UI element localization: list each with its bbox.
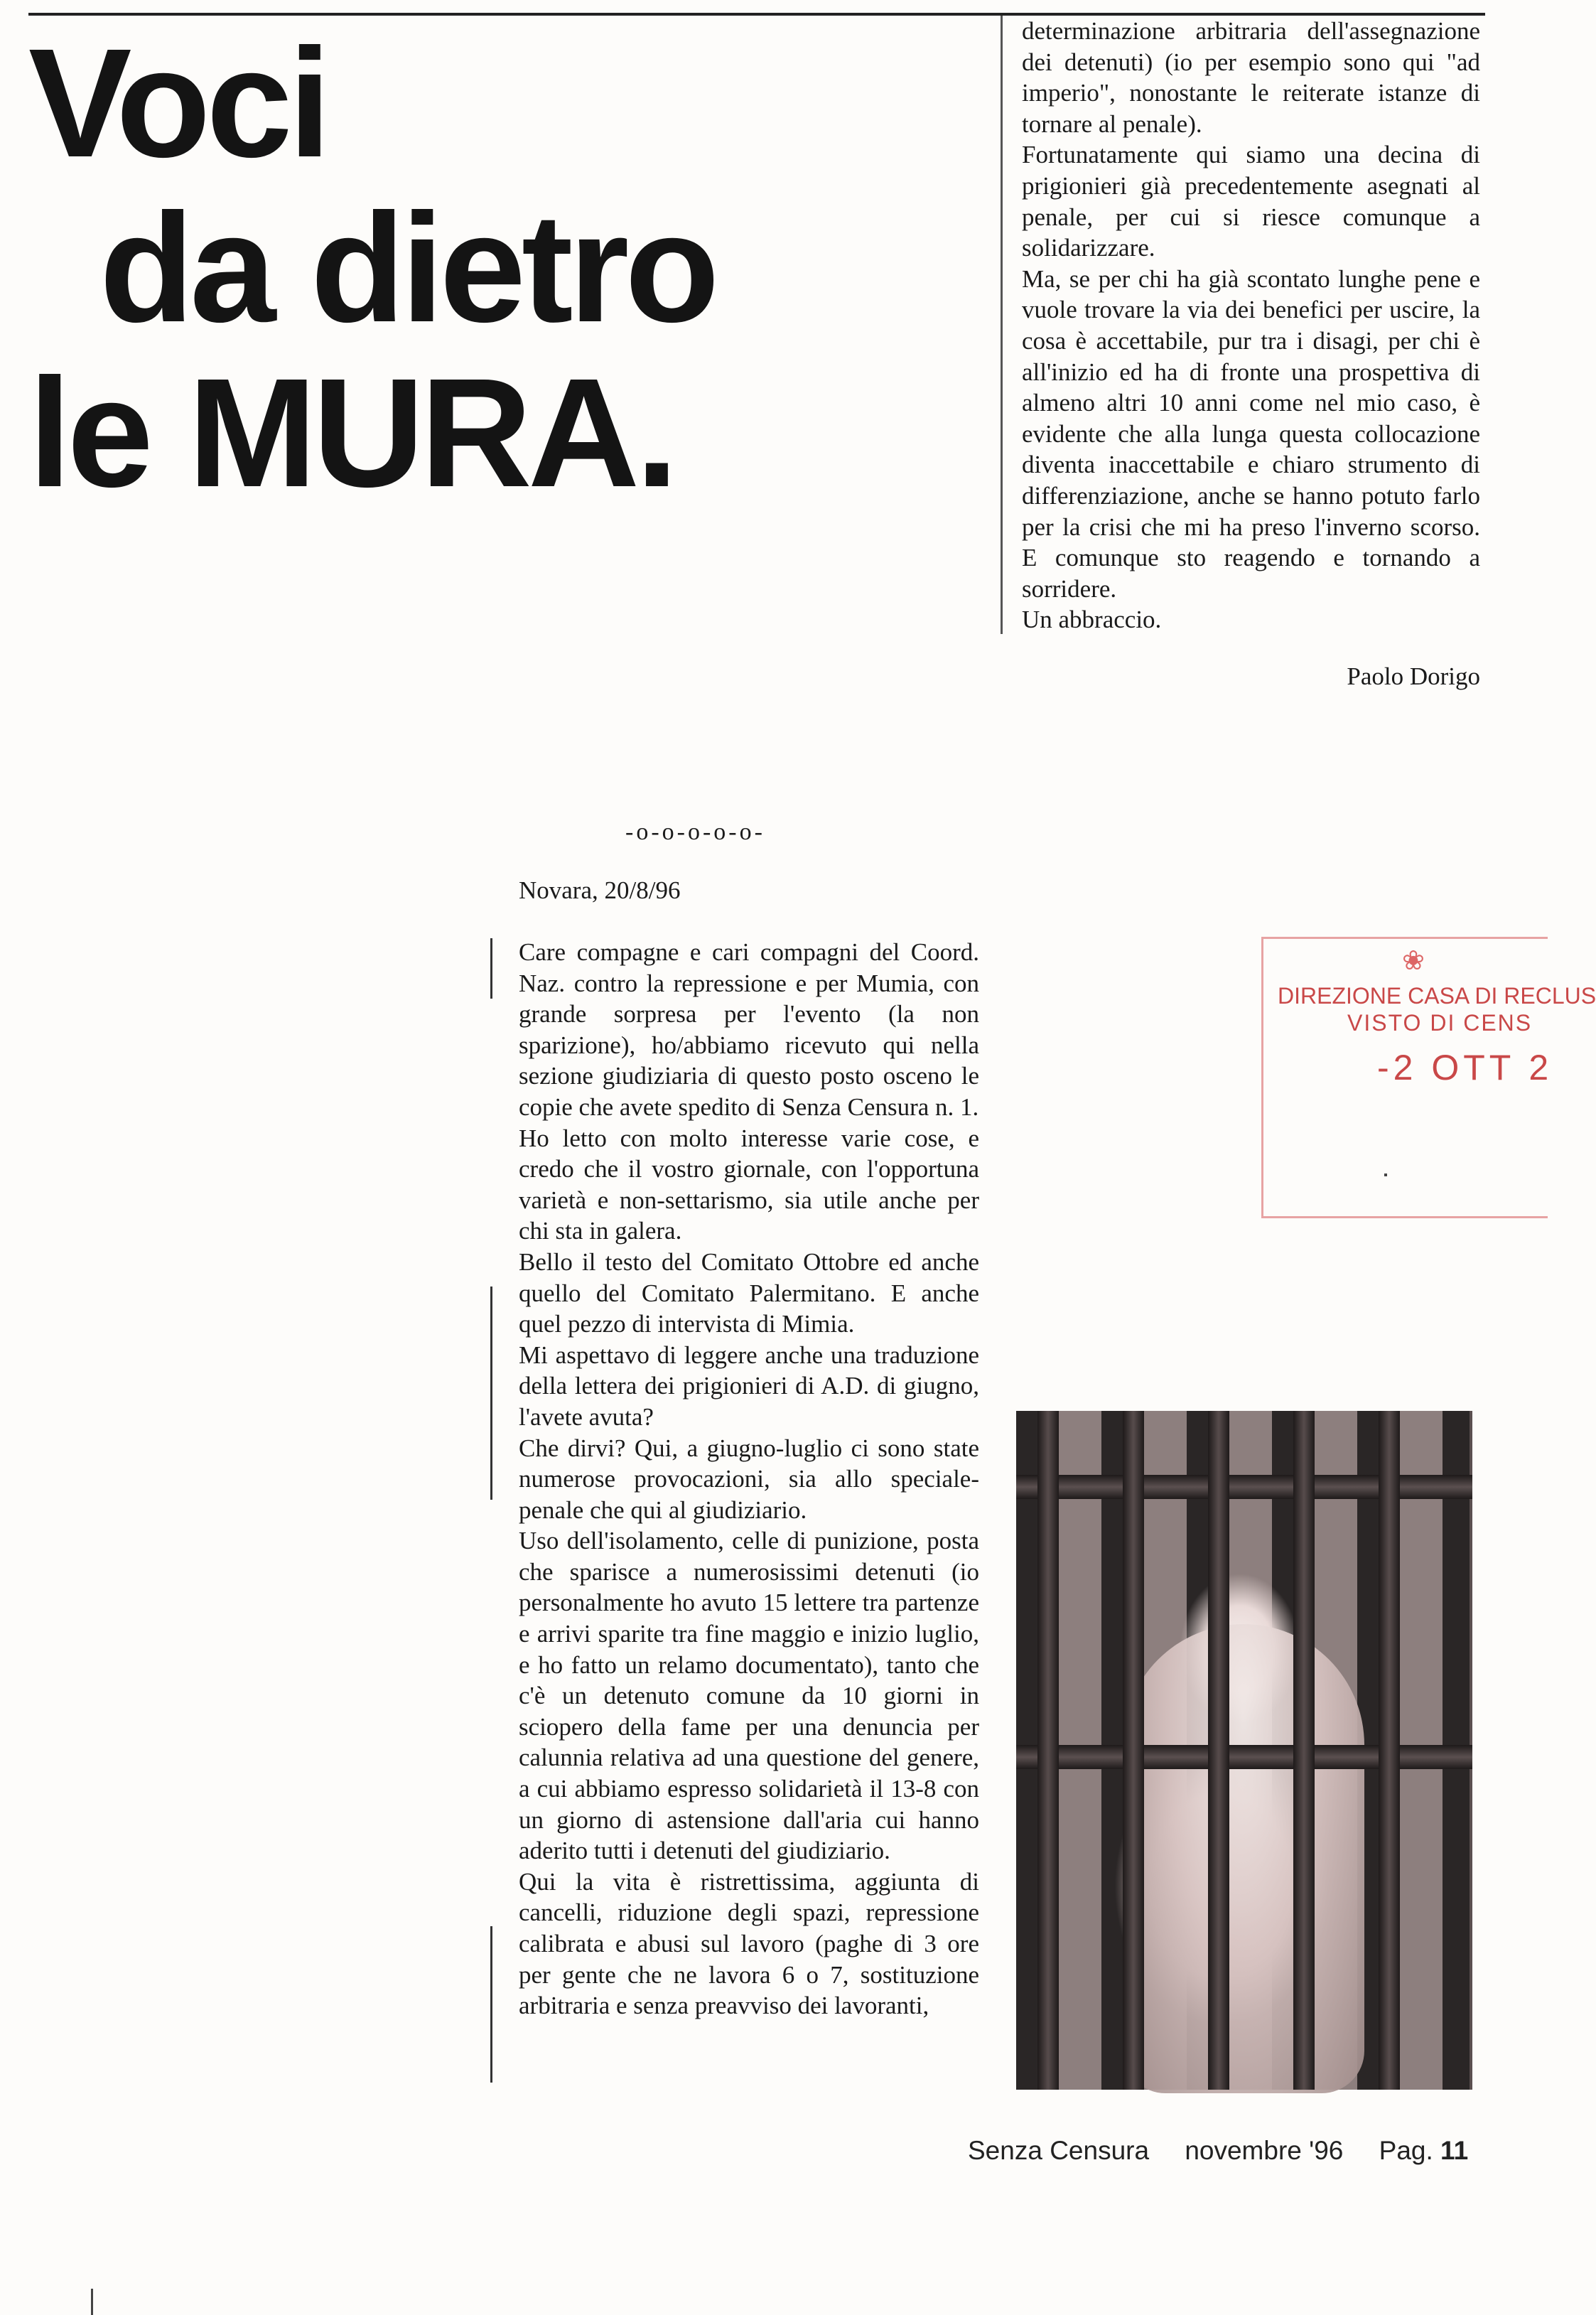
photo-bar	[1037, 1411, 1059, 2090]
stamp-line-2: VISTO DI CENS	[1347, 1010, 1533, 1036]
prisoner-photo	[1016, 1411, 1472, 2090]
emblem-icon: ❀	[1402, 946, 1425, 976]
stamp-line-1: DIREZIONE CASA DI RECLUS	[1278, 983, 1596, 1009]
headline-line-1: Voci	[28, 17, 328, 190]
paragraph: Uso dell'isolamento, celle di punizione, posta che sparisce a numerosissimi detenuti (io personalmente ho avuto 15 lettere tra partenze e arrivi sparite tra fine maggio e inizio luglio, e ho fatto un relamo documentato), tanto che c'è un detenuto comune da 10 giorni in sciopero della fame per una denuncia per calunnia relativa ad una questione del genere, a cui abbiamo espresso solidarietà il 13-8 con un giorno di astensione dall'aria cui hanno aderito tutti i detenuti del giudiziario.	[519, 1527, 979, 1865]
right-column-text	[1022, 16, 1480, 635]
paragraph: Ma, se per chi ha già scontato lunghe pene e vuole trovare la via dei benefici per uscire, la cosa è accettabile, pur tra i disagi, per chi è all'inizio ed ha di fronte una prospettiva di almeno altri 10 anni come nel mio caso, è evidente che alla lunga questa collocazione diventa inaccettabile e chiaro strumento di differenziazione, anche se hanno potuto farlo per la crisi che mi ha preso l'inverno scorso. E comunque sto reagendo e tornando a sorridere.	[1022, 264, 1480, 603]
paragraph: Care compagne e cari compagni del Coord. Naz. contro la repressione e per Mumia, con grande sorpresa per l'evento (la non sparizione), ho/abbiamo ricevuto qui nella sezione giudiziaria di questo posto osceno le copie che avete spedito di Senza Censura n. 1.	[519, 938, 979, 1121]
headline	[28, 17, 810, 520]
page-number: 11	[1440, 2136, 1469, 2165]
margin-mark	[490, 938, 492, 999]
column-rule	[1001, 16, 1003, 634]
stamp-dot	[1384, 1173, 1387, 1176]
headline-line-2: da dietro	[99, 182, 716, 355]
photo-figure	[1123, 1624, 1364, 2093]
publication-name: Senza Censura	[968, 2136, 1150, 2165]
photo-crossbar	[1016, 1475, 1472, 1499]
margin-mark	[490, 1926, 492, 2083]
photo-bar	[1123, 1411, 1144, 2090]
paragraph: Un abbraccio.	[1022, 606, 1162, 634]
margin-mark	[91, 2289, 93, 2315]
page-footer	[968, 2136, 1468, 2166]
page-label: Pag.	[1379, 2136, 1433, 2165]
censorship-stamp	[1261, 937, 1596, 1218]
photo-bar	[1293, 1411, 1315, 2090]
margin-mark	[490, 1287, 492, 1500]
paragraph: Qui la vita è ristrettissima, aggiunta di cancelli, riduzione degli spazi, repressione calibrata e abusi sul lavoro (paghe di 3 ore per gente che ne lavora 6 o 7, sostituzione arbitraria e senza preavviso dei lavoranti,	[519, 1867, 979, 2020]
paragraph: determinazione arbitraria dell'assegnazione dei detenuti) (io per esempio sono qui "ad imperio", nonostante le reiterate istanze di tornare al penale).	[1022, 17, 1480, 138]
paragraph: Che dirvi? Qui, a giugno-luglio ci sono state numerose provocazioni, sia allo speciale-penale che qui al giudiziario.	[519, 1434, 979, 1524]
photo-bar	[1379, 1411, 1400, 2090]
letter-dateline: Novara, 20/8/96	[519, 876, 681, 904]
letter-body	[519, 937, 979, 2021]
photo-crossbar	[1016, 1745, 1472, 1769]
section-separator: -o-o-o-o-o-	[625, 819, 765, 845]
paragraph: Mi aspettavo di leggere anche una traduzione della lettera dei prigionieri di A.D. di giugno, l'avete avuta?	[519, 1341, 979, 1431]
stamp-date: -2 OTT 2	[1377, 1048, 1553, 1087]
paragraph: Ho letto con molto interesse varie cose, e credo che il vostro giornale, con l'opportuna varietà e non-settarismo, sia utile anche per chi sta in galera.	[519, 1124, 979, 1245]
headline-line-3: le MURA.	[28, 347, 674, 520]
signature: Paolo Dorigo	[1347, 662, 1480, 690]
paragraph: Fortunatamente qui siamo una decina di prigionieri già precedentemente asegnati al penale, per cui si riesce comunque a solidarizzare.	[1022, 141, 1480, 262]
photo-bar	[1208, 1411, 1229, 2090]
issue-date: novembre '96	[1185, 2136, 1344, 2165]
paragraph: Bello il testo del Comitato Ottobre ed anche quello del Comitato Palermitano. E anche quel pezzo di intervista di Mimia.	[519, 1247, 979, 1338]
